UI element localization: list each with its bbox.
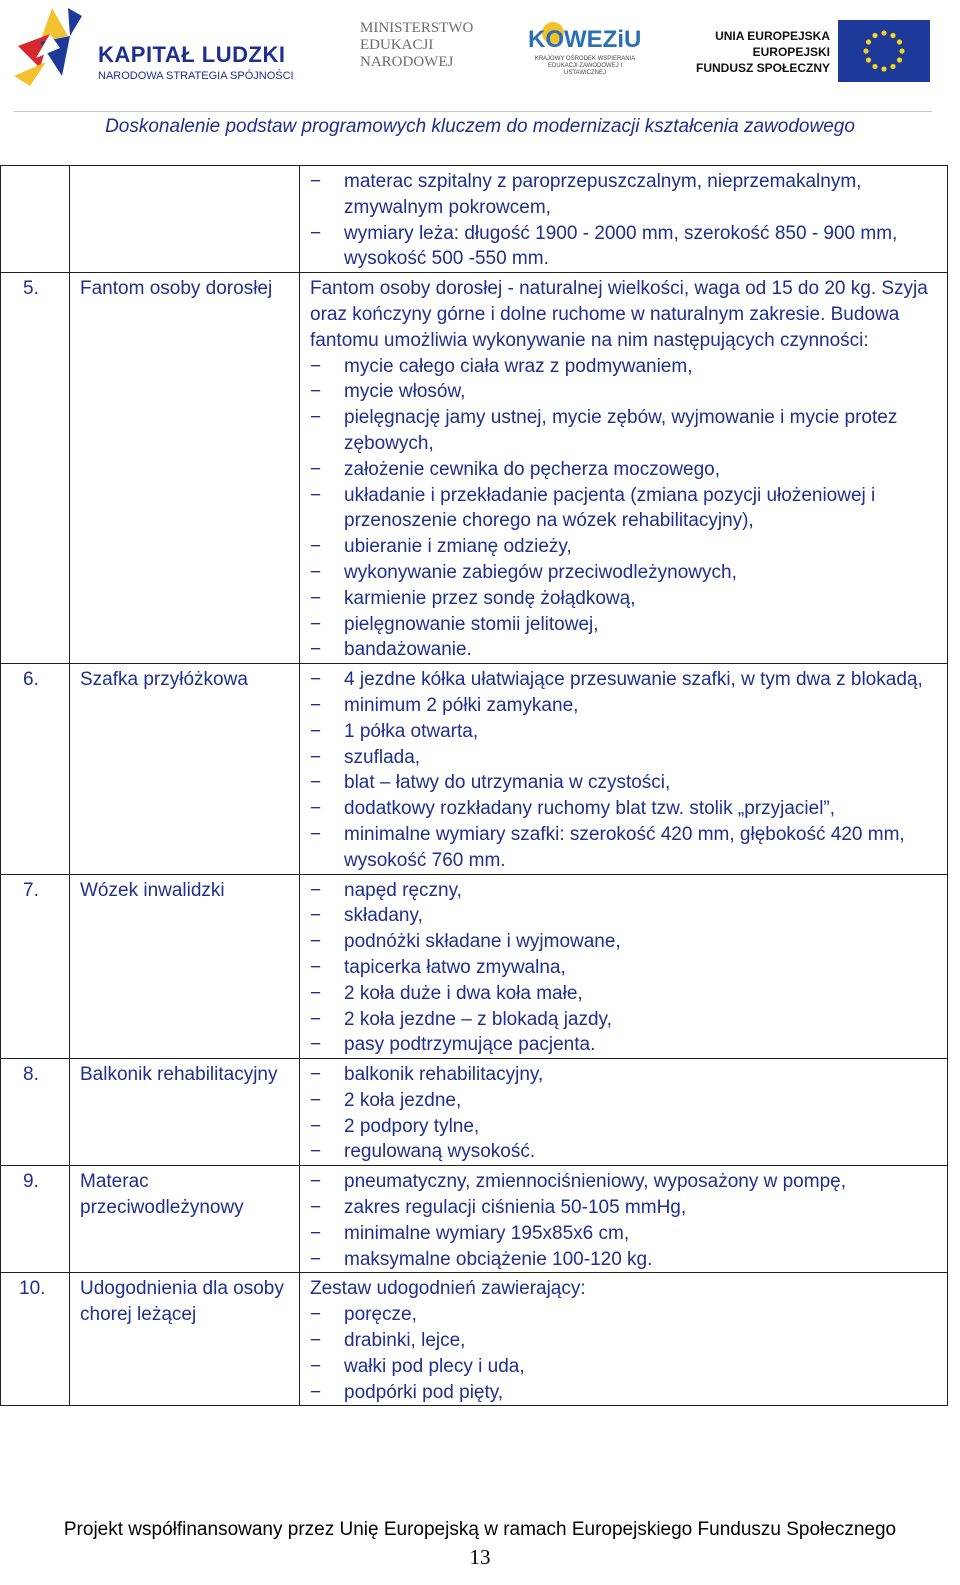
row-intro: Zestaw udogodnień zawierający:: [310, 1278, 586, 1300]
list-item: − ubieranie i zmianę odzieży,: [310, 534, 941, 560]
eu-line: UNIA EUROPEJSKA: [715, 29, 830, 43]
row-number: 9.: [1, 1166, 70, 1273]
row-name: Udogodnienia dla osoby chorej leżącej: [70, 1273, 300, 1406]
list-item: − składany,: [310, 903, 941, 929]
kowezu-title: KOWEZiU: [528, 26, 642, 53]
item-list: [310, 667, 941, 873]
list-item: − minimalne wymiary szafki: szerokość 420 mm, głębokość 420 mm, wysokość 760 mm.: [310, 822, 941, 874]
men-logo: [360, 20, 500, 80]
list-item: − mycie włosów,: [310, 379, 941, 405]
list-item: − dodatkowy rozkładany ruchomy blat tzw. stolik „przyjaciel”,: [310, 796, 941, 822]
list-item: − pielęgnację jamy ustnej, mycie zębów, wyjmowanie i mycie protez zębowych,: [310, 405, 941, 457]
list-item: − wymiary leża: długość 1900 - 2000 mm, szerokość 850 - 900 mm, wysokość 500 -550 mm.: [310, 221, 941, 273]
list-item: − tapicerka łatwo zmywalna,: [310, 955, 941, 981]
page-number: 13: [469, 1545, 491, 1569]
row-description: [300, 874, 948, 1059]
list-item: − 4 jezdne kółka ułatwiające przesuwanie szafki, w tym dwa z blokadą,: [310, 667, 941, 693]
eu-text: [690, 28, 830, 76]
item-list: [310, 354, 941, 664]
list-item: − podnóżki składane i wyjmowane,: [310, 929, 941, 955]
list-item: − 1 półka otwarta,: [310, 719, 941, 745]
row-number: 5.: [1, 273, 70, 664]
kapital-ludzki-logo: [10, 6, 320, 88]
table-row: [1, 874, 948, 1059]
list-item: − pasy podtrzymujące pacjenta.: [310, 1032, 941, 1058]
list-item: − mycie całego ciała wraz z podmywaniem,: [310, 354, 941, 380]
row-number: 10.: [1, 1273, 70, 1406]
list-item: − zakres regulacji ciśnienia 50-105 mmHg,: [310, 1195, 941, 1221]
list-item: − pielęgnowanie stomii jelitowej,: [310, 612, 941, 638]
row-number: 8.: [1, 1059, 70, 1166]
kowezu-subtitle: KRAJOWY OŚRODEK WSPIERANIA EDUKACJI ZAWODOWEJ I USTAWICZNEJ: [534, 56, 636, 76]
list-item: − podpórki pod pięty,: [310, 1380, 941, 1406]
table-row: [1, 1059, 948, 1166]
kowezu-logo: [520, 22, 650, 77]
item-list: [310, 1169, 941, 1272]
list-item: − szuflada,: [310, 745, 941, 771]
document-subtitle: Doskonalenie podstaw programowych kluczem do modernizacji kształcenia zawodowego: [105, 116, 855, 137]
men-line: MINISTERSTWO: [360, 20, 474, 36]
kapital-ludzki-emblem-icon: [10, 6, 90, 88]
table-row: [1, 664, 948, 874]
list-item: − bandażowanie.: [310, 637, 941, 663]
row-number: [1, 166, 70, 273]
row-description: [300, 1166, 948, 1273]
list-item: − materac szpitalny z paroprzepuszczalnym, nieprzemakalnym, zmywalnym pokrowcem,: [310, 169, 941, 221]
list-item: − 2 koła jezdne – z blokadą jazdy,: [310, 1007, 941, 1033]
kapital-ludzki-title: KAPITAŁ LUDZKI: [98, 42, 286, 67]
row-name: Fantom osoby dorosłej: [70, 273, 300, 664]
list-item: − założenie cewnika do pęcherza moczowego,: [310, 457, 941, 483]
list-item: − napęd ręczny,: [310, 878, 941, 904]
table-row: [1, 1273, 948, 1406]
eu-line: EUROPEJSKI: [752, 45, 830, 59]
row-number: 7.: [1, 874, 70, 1059]
men-line: EDUKACJI: [360, 37, 434, 53]
item-list: [310, 1062, 941, 1165]
row-intro: Fantom osoby dorosłej - naturalnej wielkości, waga od 15 do 20 kg. Szyja oraz kończyny górne i dolne ruchome w naturalnym zakresie. Budowa fantomu umożliwia wykonywanie na nim następujących czynności:: [310, 278, 928, 351]
list-item: − minimum 2 półki zamykane,: [310, 693, 941, 719]
list-item: − układanie i przekładanie pacjenta (zmiana pozycji ułożeniowej i przenoszenie chorego na wózek rehabilitacyjny),: [310, 483, 941, 535]
item-list: [310, 1302, 941, 1405]
row-name: Balkonik rehabilitacyjny: [70, 1059, 300, 1166]
list-item: − 2 podpory tylne,: [310, 1114, 941, 1140]
page-header: [0, 0, 960, 137]
men-line: NARODOWEJ: [360, 54, 454, 70]
list-item: − minimalne wymiary 195x85x6 cm,: [310, 1221, 941, 1247]
row-name: Wózek inwalidzki: [70, 874, 300, 1059]
table-row: [1, 273, 948, 664]
list-item: − regulowaną wysokość.: [310, 1139, 941, 1165]
eu-flag-icon: [838, 20, 930, 82]
row-name: Materac przeciwodleżynowy: [70, 1166, 300, 1273]
row-name: Szafka przyłóżkowa: [70, 664, 300, 874]
row-description: [300, 664, 948, 874]
row-description: [300, 1273, 948, 1406]
list-item: − karmienie przez sondę żołądkową,: [310, 586, 941, 612]
list-item: − wałki pod plecy i uda,: [310, 1354, 941, 1380]
list-item: − balkonik rehabilitacyjny,: [310, 1062, 941, 1088]
table-row: [1, 166, 948, 273]
item-list: [310, 878, 941, 1059]
equipment-table: [0, 165, 948, 1406]
eu-logo: [690, 20, 940, 84]
list-item: − poręcze,: [310, 1302, 941, 1328]
list-item: − wykonywanie zabiegów przeciwodleżynowych,: [310, 560, 941, 586]
page-footer: Projekt współfinansowany przez Unię Europejską w ramach Europejskiego Funduszu Społecznego: [63, 1519, 897, 1540]
eu-line: FUNDUSZ SPOŁECZNY: [695, 61, 830, 75]
row-number: 6.: [1, 664, 70, 874]
header-divider: [14, 111, 932, 112]
list-item: − drabinki, lejce,: [310, 1328, 941, 1354]
list-item: − pneumatyczny, zmiennociśnieniowy, wyposażony w pompę,: [310, 1169, 941, 1195]
list-item: − maksymalne obciążenie 100-120 kg.: [310, 1247, 941, 1273]
row-name: [70, 166, 300, 273]
row-description: [300, 273, 948, 664]
list-item: − 2 koła duże i dwa koła małe,: [310, 981, 941, 1007]
table-row: [1, 1166, 948, 1273]
list-item: − blat – łatwy do utrzymania w czystości,: [310, 770, 941, 796]
kapital-ludzki-subtitle: NARODOWA STRATEGIA SPÓJNOŚCI: [98, 70, 294, 82]
row-description: [300, 166, 948, 273]
list-item: − 2 koła jezdne,: [310, 1088, 941, 1114]
item-list: [310, 169, 941, 272]
row-description: [300, 1059, 948, 1166]
